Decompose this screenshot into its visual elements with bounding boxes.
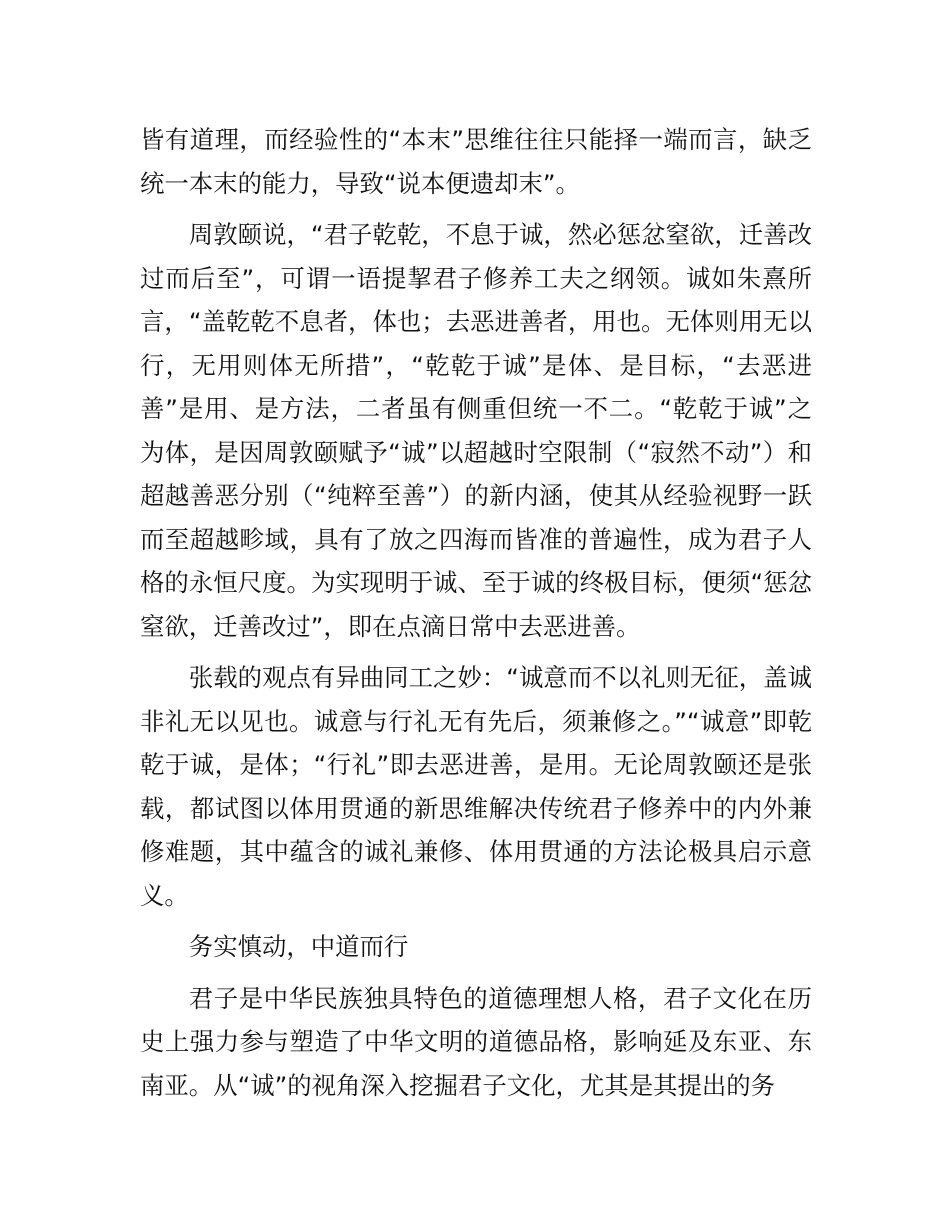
paragraph-zhang-zai: 张载的观点有异曲同工之妙：“诚意而不以礼则无征，盖诚非礼无以见也。诚意与行礼无有先后，须兼修之。”“诚意”即乾乾于诚，是体；“行礼”即去恶进善，是用。无论周敦颐还是张载，都试图以体用贯通的新思维解决传统君子修养中的内外兼修难题，其中蕴含的诚礼兼修、体用贯通的方法论极具启示意义。 <box>140 663 812 910</box>
paragraph-junzi-culture: 君子是中华民族独具特色的道德理想人格，君子文化在历史上强力参与塑造了中华文明的道德品格，影响延及东亚、东南亚。从“诚”的视角深入挖掘君子文化，尤其是其提出的务 <box>140 983 812 1100</box>
section-heading: 务实慎动，中道而行 <box>188 932 409 961</box>
paragraph-continuation: 皆有道理，而经验性的“本末”思维往往只能择一端而言，缺乏统一本末的能力，导致“说本便遗却末”。 <box>140 125 812 198</box>
article-body <box>140 118 812 1107</box>
paragraph-zhou-dunyi: 周敦颐说，“君子乾乾，不息于诚，然必惩忿窒欲，迁善改过而后至”，可谓一语提挈君子修养工夫之纲领。诚如朱熹所言，“盖乾乾不息者，体也；去恶进善者，用也。无体则用无以行，无用则体无所措”，“乾乾于诚”是体、是目标，“去恶进善”是用、是方法，二者虽有侧重但统一不二。“乾乾于诚”之为体，是因周敦颐赋予“诚”以超越时空限制（“寂然不动”）和超越善恶分别（“纯粹至善”）的新内涵，使其从经验视野一跃而至超越畛域，具有了放之四海而皆准的普遍性，成为君子人格的永恒尺度。为实现明于诚、至于诚的终极目标，便须“惩忿窒欲，迁善改过”，即在点滴日常中去恶进善。 <box>140 220 812 641</box>
